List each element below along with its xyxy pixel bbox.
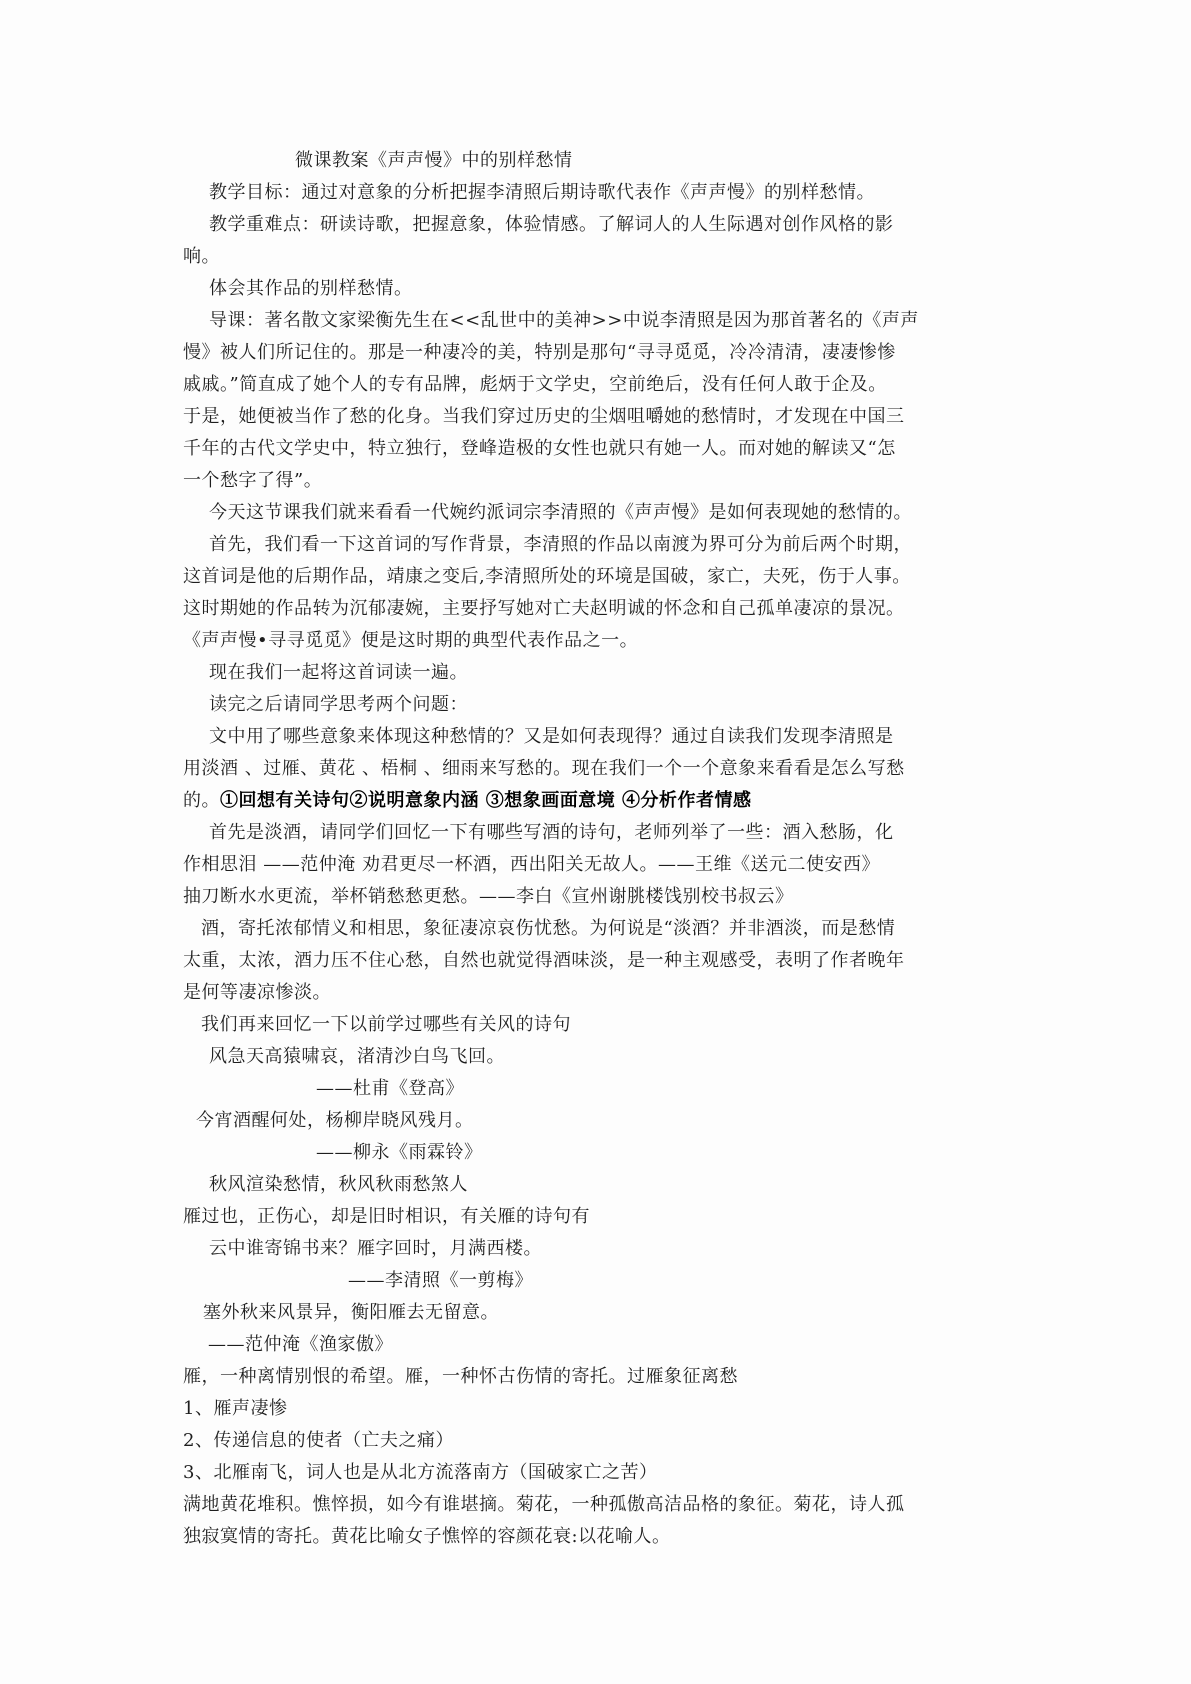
wind-poem-author: ——柳永《雨霖铃》 [316, 1142, 483, 1163]
key-points-line: 响。 [183, 246, 220, 267]
wine-meaning-line: 酒，寄托浓郁情义和相思，象征凄凉哀伤忧愁。为何说是“淡酒？并非酒淡，而是愁情 [201, 918, 896, 939]
document-title: 微课教案《声声慢》中的别样愁情 [295, 150, 573, 171]
wind-intro: 我们再来回忆一下以前学过哪些有关风的诗句 [201, 1014, 571, 1035]
after-reading: 读完之后请同学思考两个问题： [209, 694, 468, 715]
today-paragraph: 今天这节课我们就来看看一代婉约派词宗李清照的《声声慢》是如何表现她的愁情的。 [209, 502, 912, 523]
background-line: 首先，我们看一下这首词的写作背景，李清照的作品以南渡为界可分为前后两个时期， [209, 534, 912, 555]
goose-poem-author: ——李清照《一剪梅》 [348, 1270, 533, 1291]
question-line: 文中用了哪些意象来体现这种愁情的？又是如何表现得？通过自读我们发现李清照是 [209, 726, 894, 747]
list-item: 1、雁声凄惨 [183, 1398, 288, 1419]
question-line: 用淡酒 、过雁、黄花 、梧桐 、细雨来写愁的。现在我们一个一个意象来看看是怎么写愁 [183, 758, 905, 779]
list-item: 3、北雁南飞，词人也是从北方流落南方（国破家亡之苦） [183, 1462, 658, 1483]
background-line: 这首词是他的后期作品，靖康之变后,李清照所处的环境是国破，家亡，夫死，伤于人事。 [183, 566, 911, 587]
method-prefix: 的。 [183, 790, 220, 811]
list-item: 2、传递信息的使者（亡夫之痛） [183, 1430, 454, 1451]
intro-line: 导课：著名散文家梁衡先生在<<乱世中的美神>>中说李清照是因为那首著名的《声声 [209, 310, 919, 331]
autumn-line: 秋风渲染愁情，秋风秋雨愁煞人 [209, 1174, 468, 1195]
goose-meaning: 雁，一种离情别恨的希望。雁，一种怀古伤情的寄托。过雁象征离愁 [183, 1366, 738, 1387]
wind-poem: 今宵酒醒何处，杨柳岸晓风残月。 [196, 1110, 474, 1131]
wine-meaning-line: 太重，太浓，酒力压不住心愁，自然也就觉得酒味淡，是一种主观感受，表明了作者晚年 [183, 950, 905, 971]
goose-poem-author: ——范仲淹《渔家傲》 [208, 1334, 393, 1355]
flower-line: 满地黄花堆积。憔悴损，如今有谁堪摘。菊花，一种孤傲高洁品格的象征。菊花，诗人孤 [183, 1494, 905, 1515]
method-steps: ①回想有关诗句②说明意象内涵 ③想象画面意境 ④分析作者情感 [220, 790, 752, 811]
wind-poem-author: ——杜甫《登高》 [316, 1078, 464, 1099]
method-line [183, 789, 752, 813]
read-together: 现在我们一起将这首词读一遍。 [209, 662, 468, 683]
background-line: 《声声慢•寻寻觅觅》便是这时期的典型代表作品之一。 [183, 630, 639, 651]
goose-intro: 雁过也，正伤心，却是旧时相识，有关雁的诗句有 [183, 1206, 590, 1227]
background-line: 这时期她的作品转为沉郁凄婉，主要抒写她对亡夫赵明诚的怀念和自己孤单凄凉的景况。 [183, 598, 905, 619]
intro-line: 一个愁字了得”。 [183, 470, 323, 491]
intro-line: 慢》被人们所记住的。那是一种凄冷的美，特别是那句“寻寻觅觅，冷冷清清，凄凄惨惨 [183, 342, 896, 363]
wind-poem: 风急天高猿啸哀，渚清沙白鸟飞回。 [209, 1046, 505, 1067]
key-points-line: 教学重难点：研读诗歌，把握意象，体验情感。了解词人的人生际遇对创作风格的影 [209, 214, 894, 235]
intro-line: 于是，她便被当作了愁的化身。当我们穿过历史的尘烟咀嚼她的愁情时，才发现在中国三 [183, 406, 905, 427]
wine-meaning-line: 是何等凄凉惨淡。 [183, 982, 331, 1003]
intro-line: 千年的古代文学史中，特立独行，登峰造极的女性也就只有她一人。而对她的解读又“怎 [183, 438, 896, 459]
flower-line: 独寂寞情的寄托。黄花比喻女子憔悴的容颜花衰:以花喻人。 [183, 1526, 671, 1547]
goose-poem: 云中谁寄锦书来？雁字回时，月满西楼。 [209, 1238, 542, 1259]
wine-line: 作相思泪 ——范仲淹 劝君更尽一杯酒，西出阳关无故人。——王维《送元二使安西》 [183, 854, 880, 875]
wine-line: 抽刀断水水更流，举杯销愁愁更愁。——李白《宣州谢朓楼饯别校书叔云》 [183, 886, 794, 907]
goose-poem: 塞外秋来风景异，衡阳雁去无留意。 [203, 1302, 499, 1323]
teaching-goal: 教学目标：通过对意象的分析把握李清照后期诗歌代表作《声声慢》的别样愁情。 [209, 182, 875, 203]
wine-line: 首先是淡酒，请同学们回忆一下有哪些写酒的诗句，老师列举了一些：酒入愁肠，化 [209, 822, 894, 843]
key-points-line: 体会其作品的别样愁情。 [209, 278, 413, 299]
intro-line: 戚戚。”简直成了她个人的专有品牌，彪炳于文学史，空前绝后，没有任何人敢于企及。 [183, 374, 887, 395]
